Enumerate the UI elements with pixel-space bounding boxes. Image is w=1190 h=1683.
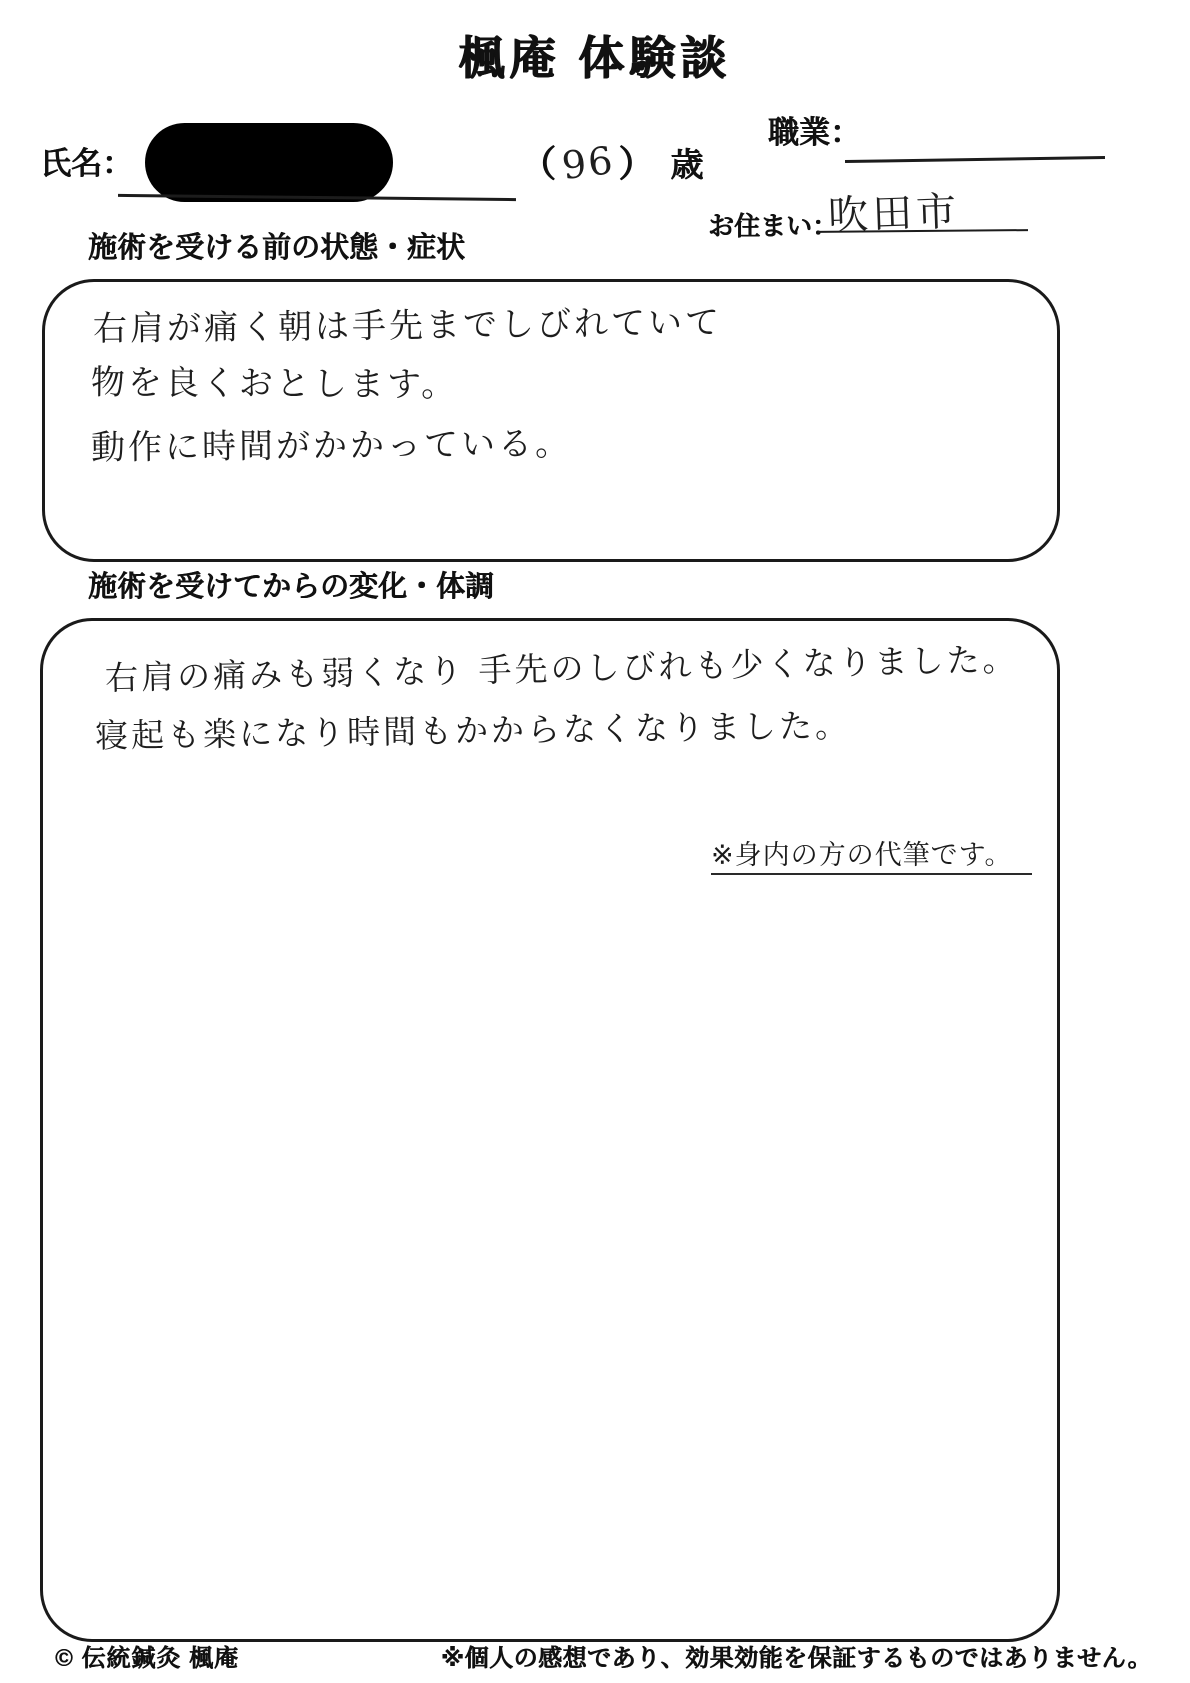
after-section-heading: 施術を受けてからの変化・体調 — [88, 571, 495, 603]
after-section-box — [40, 618, 1060, 1642]
before-handwritten-line: 物を良くおとします。 — [90, 362, 459, 406]
before-section-box — [42, 279, 1060, 562]
name-label: 氏名： — [40, 146, 133, 181]
after-handwritten-line: 右肩の痛みも弱くなり 手先のしびれも少くなりました。 — [104, 639, 1019, 698]
age-paren-open: （ — [520, 143, 559, 184]
occupation-label: 職業： — [768, 115, 861, 150]
residence-value: 吹田市 — [827, 188, 961, 240]
age-paren-close: ） — [618, 143, 657, 184]
before-section-heading: 施術を受ける前の状態・症状 — [88, 232, 466, 264]
proxy-writer-note-text: ※身内の方の代筆です。 — [711, 840, 1032, 875]
age-field — [520, 136, 705, 187]
redacted-name-block — [145, 123, 393, 202]
page-footer — [40, 1638, 1152, 1673]
age-value: 96 — [559, 137, 617, 189]
occupation-field-underline — [845, 156, 1105, 163]
age-unit-label: 歳 — [670, 146, 706, 183]
page-title: 楓庵 体験談 — [458, 32, 732, 84]
disclaimer-text: ※個人の感想であり、効果効能を保証するものではありません。 — [440, 1645, 1152, 1672]
after-handwritten-line: 寝起も楽になり時間もかからなくなりました。 — [94, 705, 852, 756]
proxy-writer-note — [711, 833, 1032, 872]
copyright-text: © 伝統鍼灸 楓庵 — [55, 1645, 240, 1672]
before-handwritten-line: 右肩が痛く朝は手先までしびれていて — [92, 302, 723, 350]
residence-label: お住まい： — [708, 211, 839, 241]
before-handwritten-line: 動作に時間がかかっている。 — [90, 423, 573, 469]
